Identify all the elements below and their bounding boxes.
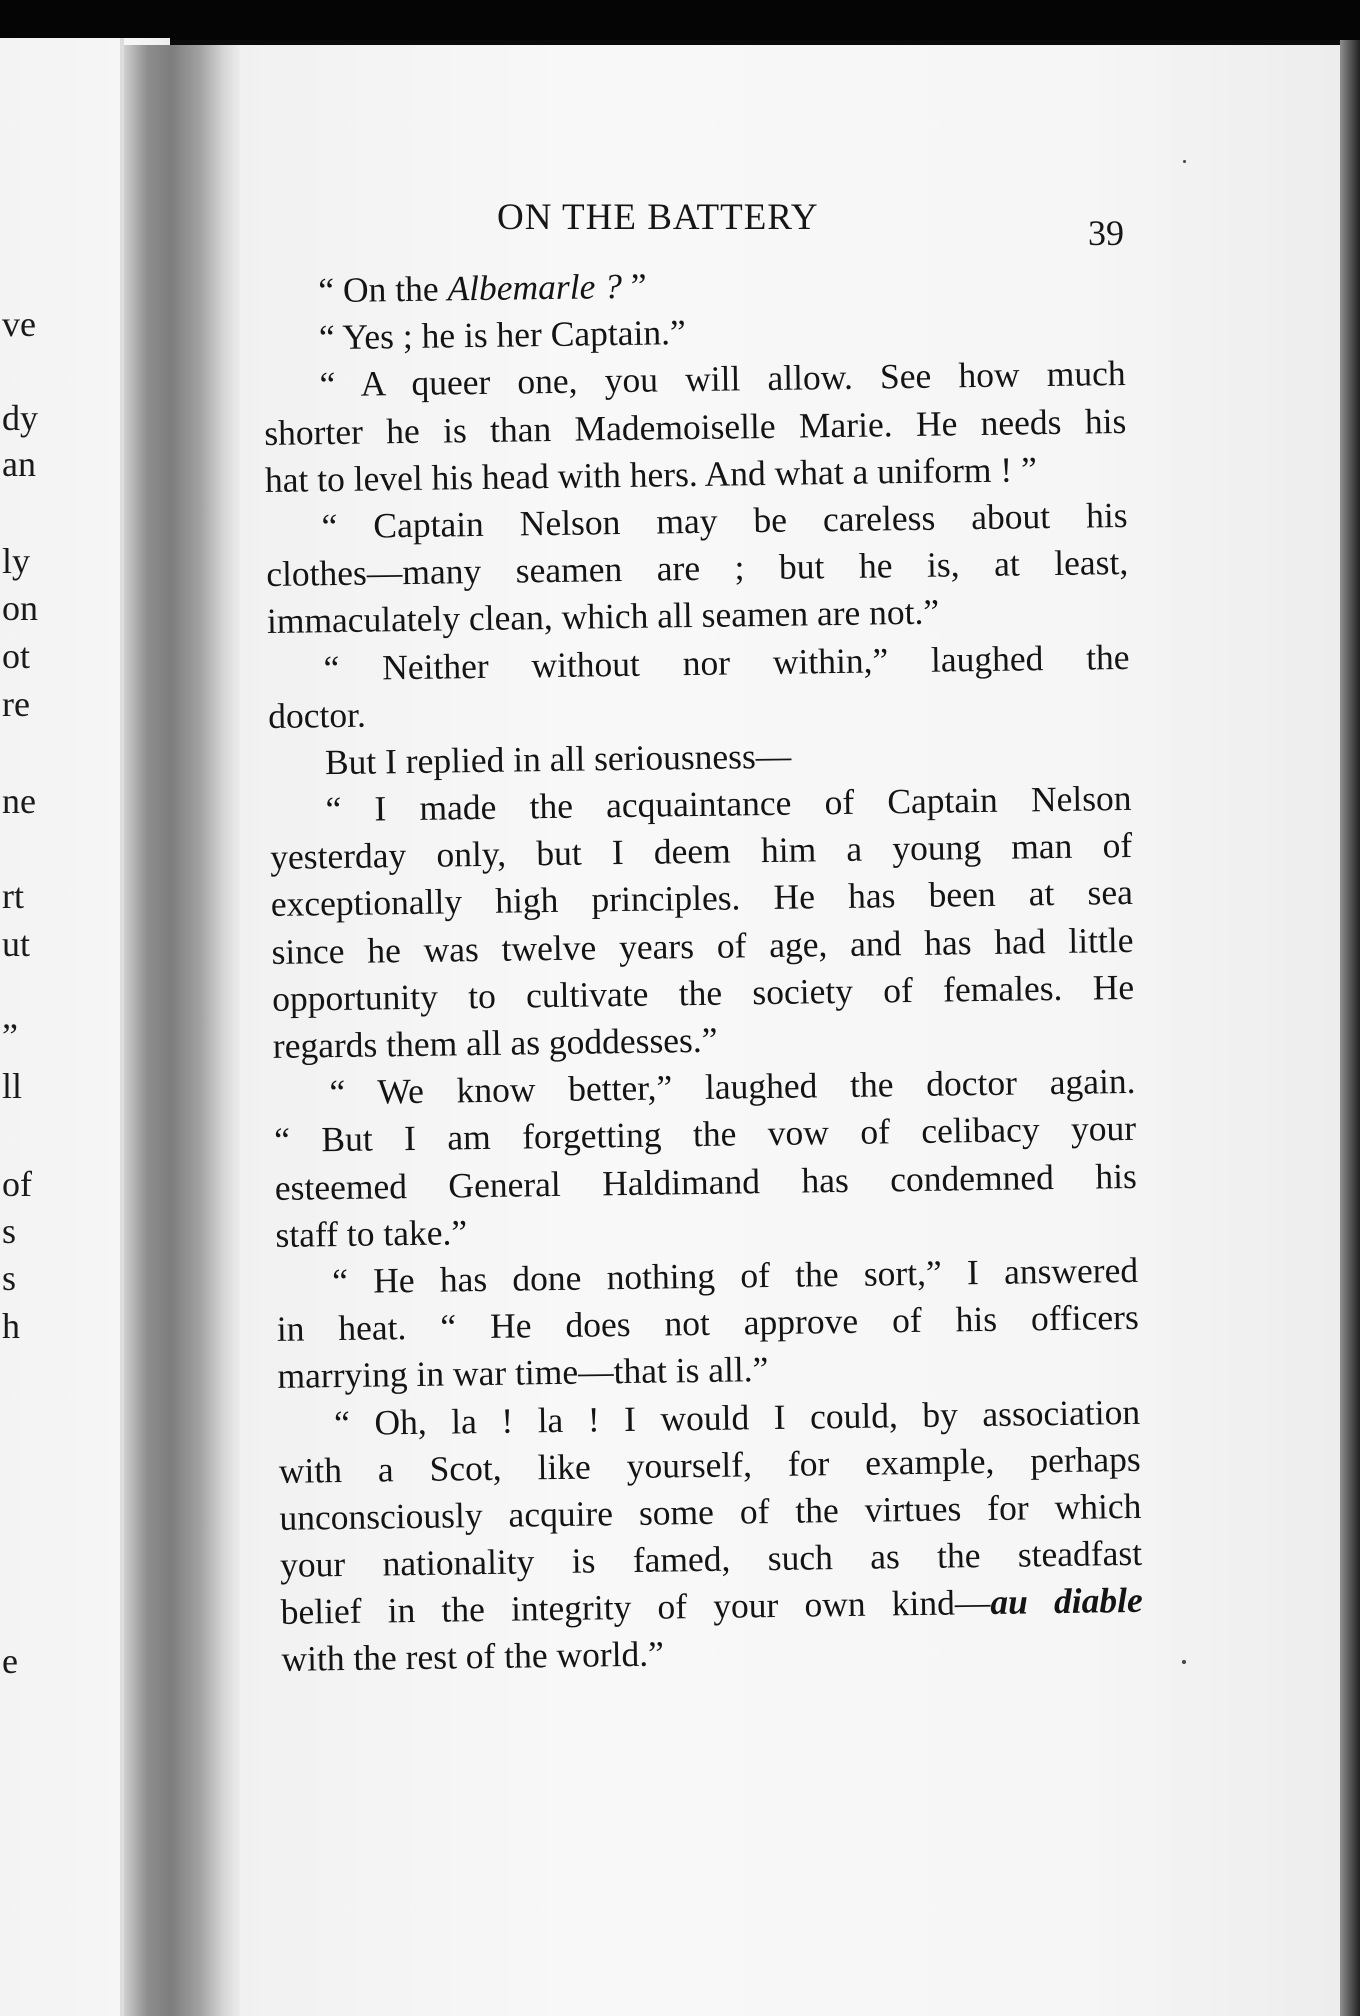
page-body-text [262, 256, 1144, 1684]
paragraph-first-line: “ Yes ; he is her Captain.” [318, 312, 686, 358]
scan-top-border [0, 0, 1360, 40]
text-line: staff to take.” [275, 1211, 468, 1255]
scan-speck [1183, 160, 1186, 163]
text-line: in heat. “ He does not approve of his officers [276, 1296, 1140, 1350]
left-page-fragment: ve [2, 304, 36, 344]
page-number: 39 [1088, 213, 1124, 253]
italic-phrase: Albemarle ? [447, 265, 623, 309]
text-line: opportunity to cultivate the society of females. He [271, 966, 1135, 1019]
left-page-fragment: rt [2, 876, 24, 916]
paragraph-first-line: “ Captain Nelson may be careless about his [321, 494, 1128, 547]
left-page-fragment: ne [2, 781, 36, 821]
text-line: since he was twelve years of age, and has had little [271, 919, 1134, 972]
left-page-fragment: h [2, 1306, 20, 1346]
left-page-fragment: ly [2, 541, 31, 581]
text-line: unconsciously acquire some of the virtues for which [279, 1485, 1142, 1538]
text-run: belief in the integrity of your own kind— [280, 1582, 991, 1633]
text-run: ” [621, 265, 647, 306]
text-line: hat to level his head with hers. And what a uniform ! ” [264, 448, 1038, 500]
text-line: shorter he is than Mademoiselle Marie. He needs his [264, 400, 1127, 453]
book-gutter-shadow [124, 45, 242, 2016]
text-line: with the rest of the world.” [281, 1633, 665, 1680]
text-run: “ On the [318, 268, 448, 311]
text-line: doctor. [267, 694, 367, 736]
paragraph-first-line: “ I made the acquaintance of Captain Nelson [325, 777, 1132, 830]
paragraph-first-line: “ We know better,” laughed the doctor again. [329, 1061, 1136, 1113]
text-line: regards them all as goddesses.” [272, 1019, 718, 1066]
text-line: esteemed General Haldimand has condemned his [274, 1155, 1138, 1208]
text-line: clothes—many seamen are ; but he is, at least, [265, 542, 1129, 595]
paragraph-first-line: “ He has done nothing of the sort,” I answered [331, 1249, 1139, 1302]
italic-phrase: au diable [990, 1580, 1143, 1623]
left-page-fragment: of [2, 1164, 32, 1204]
paragraph-first-line: “ Neither without nor within,” laughed the [323, 636, 1130, 688]
left-page-fragment: ll [2, 1066, 23, 1106]
left-page-fragment: s [2, 1211, 17, 1251]
left-page-fragment: dy [2, 398, 38, 438]
left-page-fragment: an [2, 444, 36, 484]
text-line: your nationality is famed, such as the steadfast [279, 1532, 1143, 1585]
scan-right-border [1340, 40, 1360, 2016]
text-line: with a Scot, like yourself, for example, perhaps [278, 1438, 1141, 1491]
paragraph-first-line: “ Oh, la ! la ! I would I could, by association [333, 1391, 1141, 1443]
scan-speck [1182, 1660, 1186, 1664]
left-page-fragment: e [2, 1641, 18, 1681]
text-line: marrying in war time—that is all.” [277, 1349, 769, 1397]
left-page-fragment: ” [2, 1016, 18, 1056]
paragraph-first-line: But I replied in all seriousness— [324, 735, 792, 783]
text-line: “ But I am forgetting the vow of celibacy your [273, 1108, 1137, 1161]
left-page-fragment: ot [2, 636, 31, 676]
running-head: ON THE BATTERY [497, 197, 819, 238]
left-page-fragment: on [2, 588, 38, 628]
text-line: exceptionally high principles. He has been at sea [270, 872, 1134, 925]
text-line: yesterday only, but I deem him a young man of [269, 825, 1133, 878]
text-line: immaculately clean, which all seamen are not.” [266, 591, 940, 642]
paragraph-first-line: “ A queer one, you will allow. See how much [319, 353, 1126, 405]
left-page-fragment: ut [2, 924, 31, 964]
left-page-fragment: re [2, 684, 30, 724]
left-page-fragment: s [2, 1258, 17, 1298]
